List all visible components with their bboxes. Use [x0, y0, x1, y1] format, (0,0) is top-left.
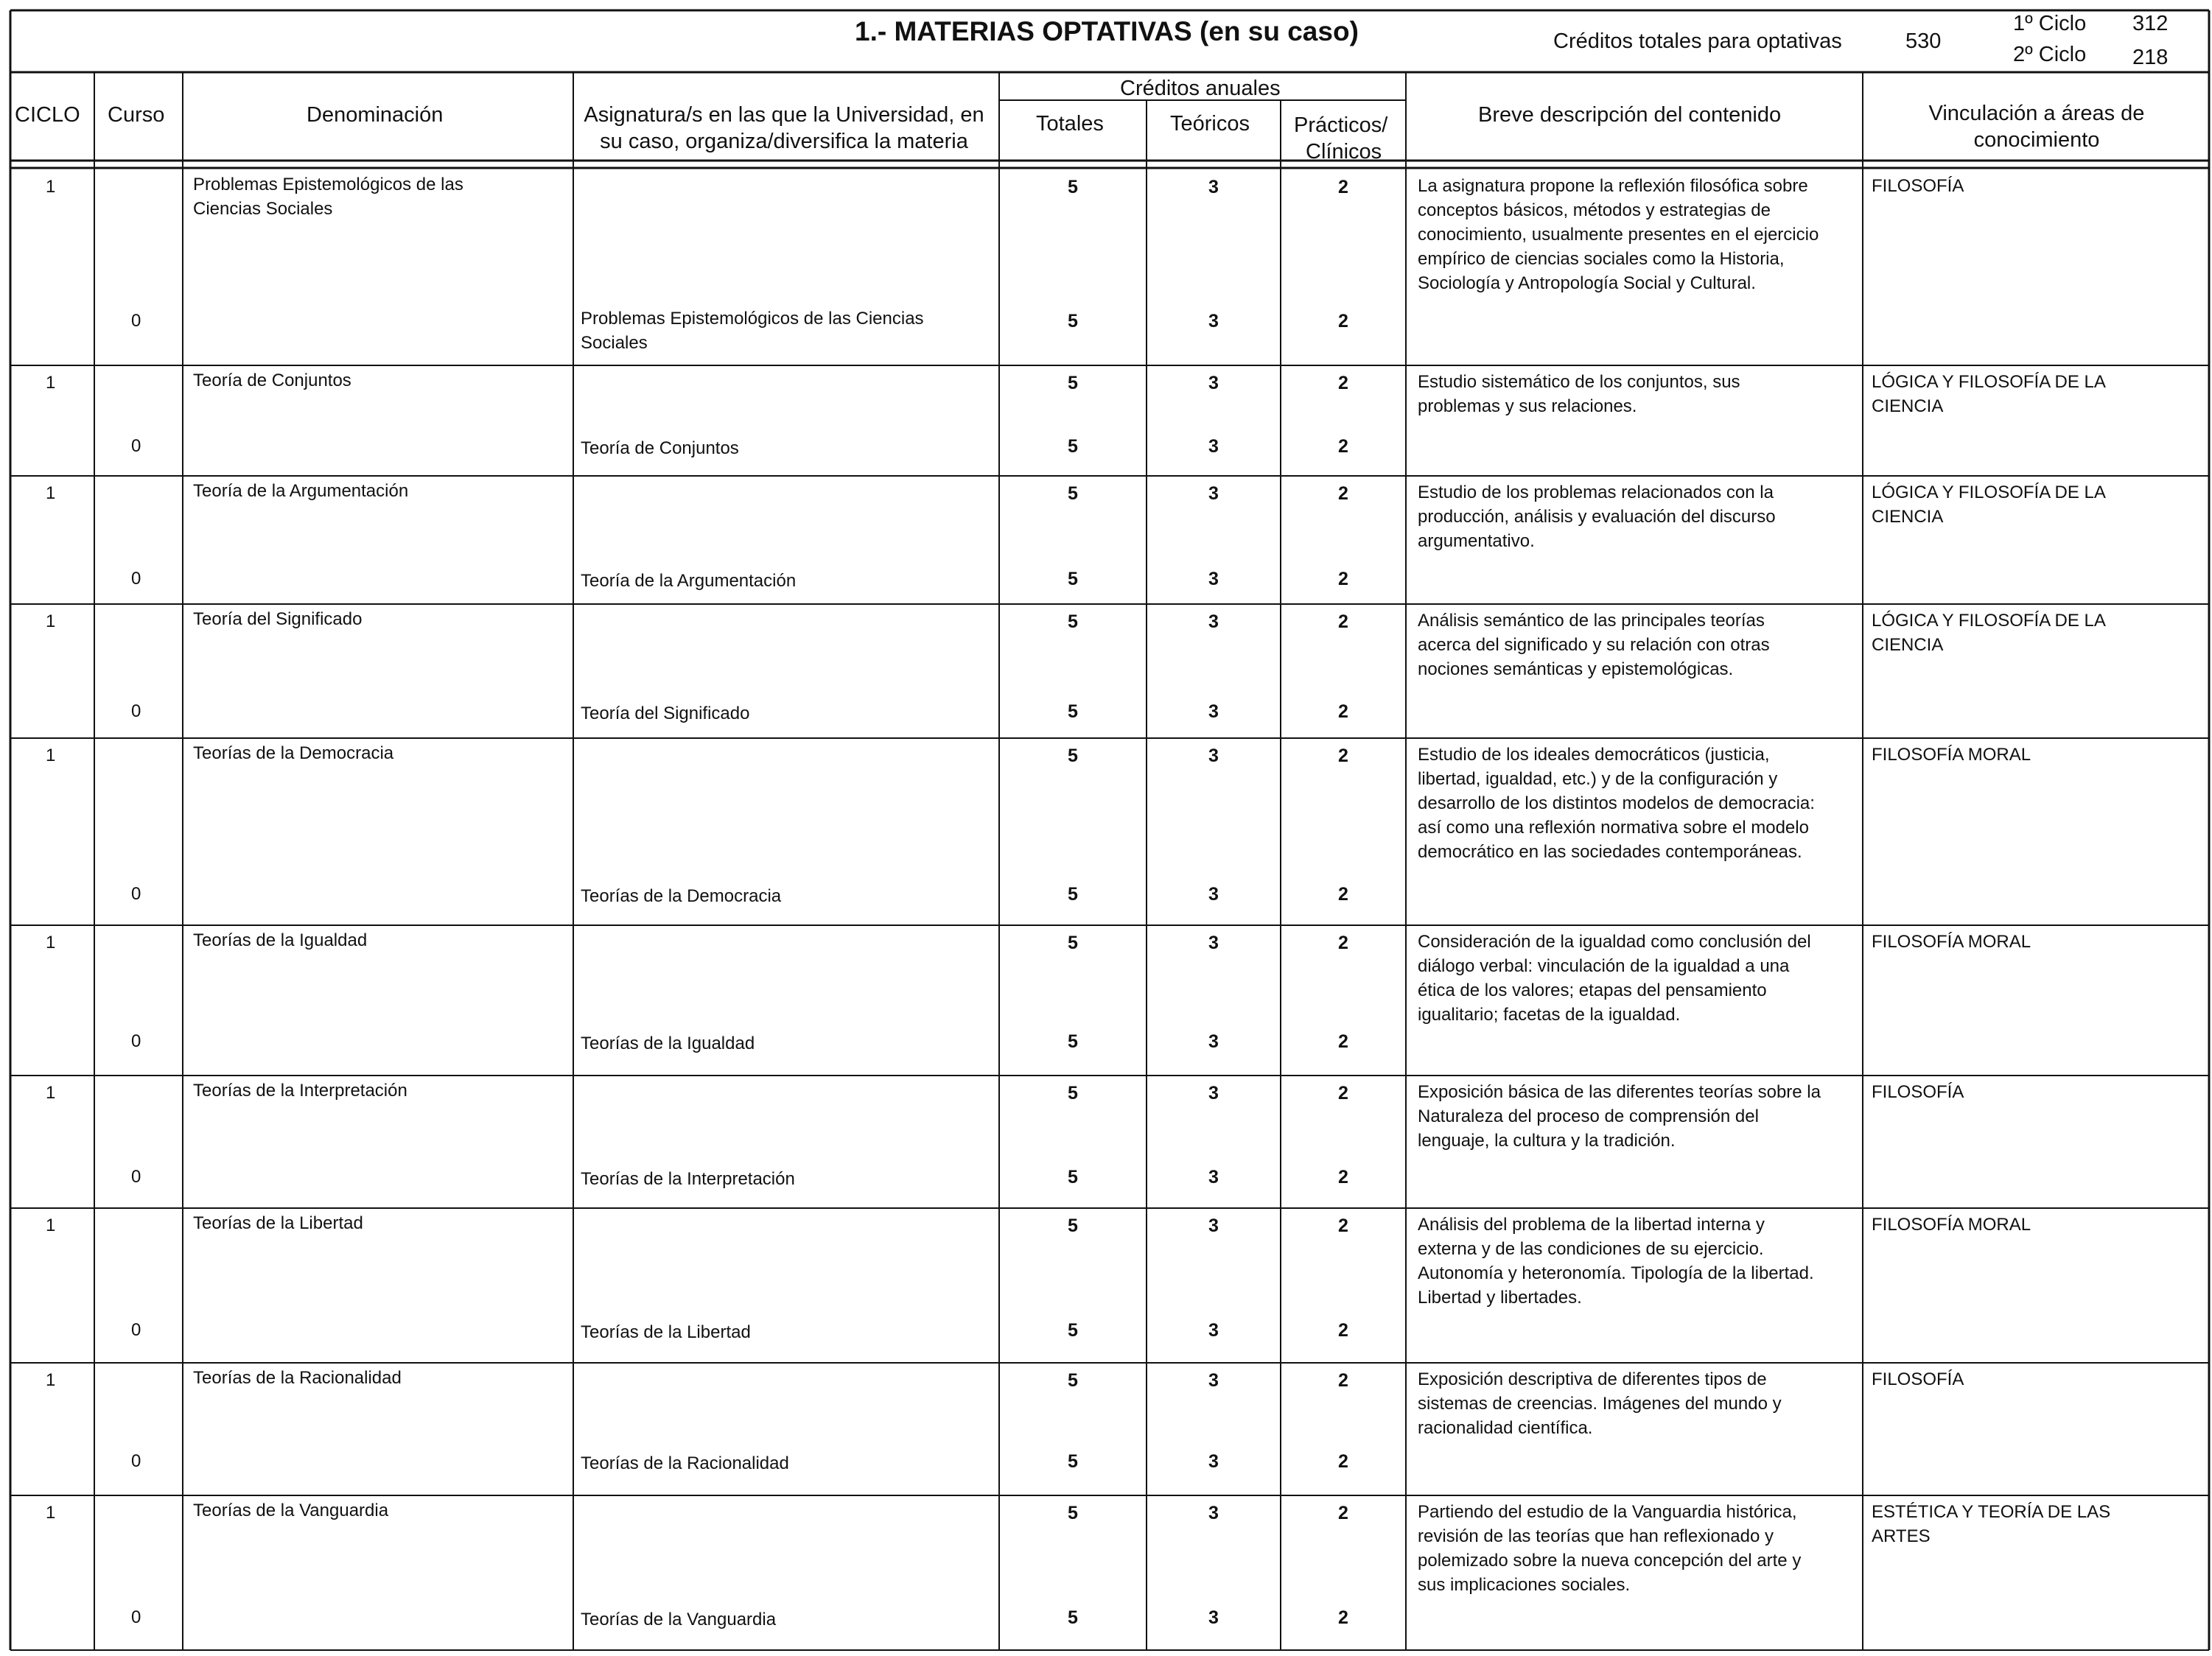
descripcion-line: Análisis del problema de la libertad interna y — [1418, 1215, 1765, 1235]
curso-value: 0 — [131, 1607, 141, 1627]
asignatura — [581, 1031, 755, 1056]
header-totales: Totales — [1036, 112, 1104, 136]
creditos-practicos: 2 — [1338, 177, 1348, 197]
descripcion — [1418, 608, 1770, 681]
sub-creditos-totales: 5 — [1068, 569, 1078, 589]
total-credits-label: Créditos totales para optativas — [1553, 29, 1842, 53]
header-curso: Curso — [108, 103, 165, 127]
header-asignatura-line2: su caso, organiza/diversifica la materia — [600, 130, 968, 153]
denominacion — [193, 1078, 407, 1103]
descripcion-line: Sociología y Antropología Social y Cultural. — [1418, 273, 1756, 293]
descripcion-line: ética de los valores; etapas del pensamiento — [1418, 980, 1767, 1000]
sub-creditos-practicos: 2 — [1338, 1320, 1348, 1341]
header-ciclo: CICLO — [15, 103, 80, 127]
sub-creditos-totales: 5 — [1068, 311, 1078, 331]
creditos-practicos: 2 — [1338, 933, 1348, 953]
ciclo-value: 1 — [46, 1083, 56, 1103]
vinculacion-area — [1872, 174, 1964, 198]
ciclo-value: 1 — [46, 373, 56, 393]
descripcion-line: Exposición descriptiva de diferentes tipos de — [1418, 1369, 1767, 1389]
sub-creditos-practicos: 2 — [1338, 1607, 1348, 1628]
descripcion — [1418, 1080, 1821, 1153]
vinculacion-area — [1872, 930, 2031, 954]
total-credits-value: 530 — [1905, 29, 1942, 53]
descripcion-line: Estudio sistemático de los conjuntos, sus — [1418, 372, 1740, 392]
header-practicos-line1: Prácticos/ — [1294, 113, 1388, 137]
sub-creditos-totales: 5 — [1068, 436, 1078, 457]
ciclo-value: 1 — [46, 1215, 56, 1235]
curso-value: 0 — [131, 884, 141, 904]
denominacion — [193, 928, 367, 952]
descripcion-line: democrático en las sociedades contemporáneas. — [1418, 842, 1802, 862]
descripcion — [1418, 480, 1776, 553]
creditos-totales: 5 — [1068, 483, 1078, 504]
sub-creditos-totales: 5 — [1068, 701, 1078, 722]
sub-creditos-teoricos: 3 — [1208, 1031, 1219, 1052]
descripcion-line: Análisis semántico de las principales teorías — [1418, 611, 1765, 631]
sub-creditos-totales: 5 — [1068, 1167, 1078, 1187]
descripcion-line: problemas y sus relaciones. — [1418, 396, 1637, 416]
descripcion-line: producción, análisis y evaluación del discurso — [1418, 507, 1776, 527]
sub-creditos-practicos: 2 — [1338, 884, 1348, 905]
sub-creditos-totales: 5 — [1068, 1607, 1078, 1628]
vinculacion-area-line: FILOSOFÍA — [1872, 1369, 1964, 1389]
creditos-practicos: 2 — [1338, 745, 1348, 766]
sub-creditos-totales: 5 — [1068, 1451, 1078, 1472]
ciclo-value: 1 — [46, 933, 56, 952]
curso-value: 0 — [131, 311, 141, 331]
asignatura-line: Teoría de la Argumentación — [581, 571, 797, 591]
asignatura — [581, 1607, 776, 1632]
header-vinculacion-line2: conocimiento — [1973, 128, 2100, 152]
denominacion — [193, 479, 408, 503]
descripcion — [1418, 174, 1819, 295]
creditos-practicos: 2 — [1338, 373, 1348, 393]
descripcion — [1418, 1367, 1782, 1440]
ciclo-value: 1 — [46, 483, 56, 503]
descripcion-line: conceptos básicos, métodos y estrategias de — [1418, 200, 1771, 220]
curso-value: 0 — [131, 1320, 141, 1340]
ciclo-value: 1 — [46, 745, 56, 765]
asignatura-line: Teorías de la Igualdad — [581, 1034, 755, 1053]
vinculacion-area-line: LÓGICA Y FILOSOFÍA DE LA — [1872, 483, 2106, 502]
vinculacion-area-line: CIENCIA — [1872, 635, 1944, 655]
asignatura — [581, 306, 924, 355]
denominacion-line: Teorías de la Igualdad — [193, 930, 368, 950]
descripcion-line: nociones semánticas y epistemológicas. — [1418, 659, 1734, 679]
curso-value: 0 — [131, 701, 141, 721]
vinculacion-area-line: LÓGICA Y FILOSOFÍA DE LA — [1872, 372, 2106, 392]
descripcion-line: sistemas de creencias. Imágenes del mundo y — [1418, 1394, 1782, 1414]
creditos-practicos: 2 — [1338, 1503, 1348, 1523]
sub-creditos-teoricos: 3 — [1208, 436, 1219, 457]
creditos-teoricos: 3 — [1208, 745, 1219, 766]
vinculacion-area — [1872, 1213, 2031, 1237]
asignatura — [581, 884, 781, 908]
descripcion-line: Libertad y libertades. — [1418, 1288, 1582, 1308]
sub-creditos-practicos: 2 — [1338, 436, 1348, 457]
descripcion-line: Consideración de la igualdad como conclusión del — [1418, 932, 1811, 952]
descripcion — [1418, 743, 1815, 864]
cycle1-label: 1º Ciclo — [2013, 12, 2087, 35]
creditos-teoricos: 3 — [1208, 1083, 1219, 1104]
creditos-practicos: 2 — [1338, 1215, 1348, 1236]
denominacion-line: Teorías de la Democracia — [193, 743, 394, 763]
header-descripcion: Breve descripción del contenido — [1478, 103, 1782, 127]
vinculacion-area — [1872, 608, 2106, 657]
vinculacion-area — [1872, 1367, 1964, 1392]
denominacion — [193, 1498, 388, 1523]
sub-creditos-teoricos: 3 — [1208, 701, 1219, 722]
sub-creditos-teoricos: 3 — [1208, 1451, 1219, 1472]
descripcion-line: La asignatura propone la reflexión filosófica sobre — [1418, 176, 1808, 196]
sub-creditos-practicos: 2 — [1338, 1031, 1348, 1052]
page-title: 1.- MATERIAS OPTATIVAS (en su caso) — [855, 16, 1359, 46]
asignatura-line: Sociales — [581, 333, 648, 353]
curso-value: 0 — [131, 436, 141, 456]
creditos-totales: 5 — [1068, 1503, 1078, 1523]
creditos-teoricos: 3 — [1208, 177, 1219, 197]
creditos-teoricos: 3 — [1208, 933, 1219, 953]
asignatura — [581, 569, 796, 593]
denominacion-line: Teorías de la Libertad — [193, 1213, 363, 1233]
vinculacion-area — [1872, 1080, 1964, 1104]
descripcion-line: sus implicaciones sociales. — [1418, 1575, 1631, 1595]
asignatura-line: Teorías de la Vanguardia — [581, 1610, 777, 1629]
descripcion-line: Exposición básica de las diferentes teorías sobre la — [1418, 1082, 1821, 1102]
creditos-teoricos: 3 — [1208, 1503, 1219, 1523]
curso-value: 0 — [131, 569, 141, 589]
sub-creditos-teoricos: 3 — [1208, 1167, 1219, 1187]
denominacion-line: Teorías de la Interpretación — [193, 1081, 407, 1101]
vinculacion-area-line: FILOSOFÍA MORAL — [1872, 745, 2031, 765]
descripcion-line: diálogo verbal: vinculación de la igualdad a una — [1418, 956, 1790, 976]
creditos-totales: 5 — [1068, 745, 1078, 766]
sub-creditos-practicos: 2 — [1338, 1451, 1348, 1472]
creditos-practicos: 2 — [1338, 483, 1348, 504]
denominacion-line: Teoría de Conjuntos — [193, 371, 351, 390]
sub-creditos-totales: 5 — [1068, 1031, 1078, 1052]
creditos-teoricos: 3 — [1208, 373, 1219, 393]
sub-creditos-practicos: 2 — [1338, 701, 1348, 722]
vinculacion-area — [1872, 743, 2031, 767]
asignatura-line: Teorías de la Libertad — [581, 1322, 751, 1342]
ciclo-value: 1 — [46, 177, 56, 197]
descripcion-line: Naturaleza del proceso de comprensión del — [1418, 1106, 1759, 1126]
denominacion — [193, 368, 351, 393]
descripcion-line: igualitario; facetas de la igualdad. — [1418, 1005, 1681, 1025]
header-asignatura-line1: Asignatura/s en las que la Universidad, en — [584, 103, 984, 127]
sub-creditos-practicos: 2 — [1338, 311, 1348, 331]
header-creditos-anuales: Créditos anuales — [1120, 77, 1281, 100]
vinculacion-area-line: FILOSOFÍA — [1872, 176, 1964, 196]
asignatura — [581, 1451, 789, 1476]
ciclo-value: 1 — [46, 1503, 56, 1523]
header-vinculacion-line1: Vinculación a áreas de — [1928, 102, 2145, 125]
asignatura — [581, 436, 739, 460]
asignatura-line: Teorías de la Racionalidad — [581, 1453, 789, 1473]
vinculacion-area-line: FILOSOFÍA MORAL — [1872, 1215, 2031, 1235]
creditos-totales: 5 — [1068, 373, 1078, 393]
descripcion-line: así como una reflexión normativa sobre el modelo — [1418, 818, 1809, 838]
vinculacion-area — [1872, 480, 2106, 529]
denominacion-line: Problemas Epistemológicos de las — [193, 175, 463, 194]
cycle1-value: 312 — [2132, 12, 2169, 35]
denominacion-line: Teorías de la Racionalidad — [193, 1368, 402, 1388]
denominacion-line: Teoría del Significado — [193, 609, 363, 629]
asignatura-line: Teorías de la Interpretación — [581, 1169, 795, 1189]
vinculacion-area — [1872, 370, 2106, 418]
asignatura-line: Teoría del Significado — [581, 704, 750, 723]
sub-creditos-teoricos: 3 — [1208, 311, 1219, 331]
creditos-teoricos: 3 — [1208, 611, 1219, 632]
creditos-totales: 5 — [1068, 933, 1078, 953]
sub-creditos-totales: 5 — [1068, 1320, 1078, 1341]
curso-value: 0 — [131, 1451, 141, 1471]
descripcion-line: desarrollo de los distintos modelos de democracia: — [1418, 793, 1815, 813]
asignatura-line: Teorías de la Democracia — [581, 886, 782, 906]
asignatura — [581, 1320, 751, 1344]
descripcion-line: Partiendo del estudio de la Vanguardia histórica, — [1418, 1502, 1797, 1522]
ciclo-value: 1 — [46, 611, 56, 631]
creditos-totales: 5 — [1068, 177, 1078, 197]
denominacion — [193, 172, 463, 221]
descripcion-line: Estudio de los ideales democráticos (justicia, — [1418, 745, 1770, 765]
vinculacion-area-line: ARTES — [1872, 1526, 1931, 1546]
creditos-totales: 5 — [1068, 1370, 1078, 1391]
descripcion-line: libertad, igualdad, etc.) y de la configuración y — [1418, 769, 1778, 789]
vinculacion-area-line: LÓGICA Y FILOSOFÍA DE LA — [1872, 611, 2106, 631]
vinculacion-area-line: FILOSOFÍA MORAL — [1872, 932, 2031, 952]
creditos-totales: 5 — [1068, 1083, 1078, 1104]
denominacion — [193, 1211, 363, 1235]
descripcion-line: argumentativo. — [1418, 531, 1535, 551]
asignatura — [581, 1167, 795, 1191]
descripcion-line: conocimiento, usualmente presentes en el ejercicio — [1418, 225, 1819, 245]
descripcion-line: lenguaje, la cultura y la tradición. — [1418, 1131, 1676, 1151]
denominacion — [193, 1366, 402, 1390]
sub-creditos-practicos: 2 — [1338, 1167, 1348, 1187]
ciclo-value: 1 — [46, 1370, 56, 1390]
header-denominacion: Denominación — [307, 103, 444, 127]
descripcion — [1418, 370, 1740, 418]
asignatura-line: Problemas Epistemológicos de las Ciencias — [581, 309, 924, 329]
creditos-totales: 5 — [1068, 611, 1078, 632]
creditos-teoricos: 3 — [1208, 1215, 1219, 1236]
sub-creditos-teoricos: 3 — [1208, 1607, 1219, 1628]
creditos-practicos: 2 — [1338, 611, 1348, 632]
denominacion-line: Teoría de la Argumentación — [193, 481, 409, 501]
sub-creditos-totales: 5 — [1068, 884, 1078, 905]
denominacion — [193, 741, 393, 765]
asignatura-line: Teoría de Conjuntos — [581, 438, 739, 458]
descripcion-line: acerca del significado y su relación con otras — [1418, 635, 1770, 655]
denominacion-line: Ciencias Sociales — [193, 199, 333, 219]
sub-creditos-practicos: 2 — [1338, 569, 1348, 589]
descripcion-line: Estudio de los problemas relacionados con la — [1418, 483, 1774, 502]
creditos-practicos: 2 — [1338, 1083, 1348, 1104]
header-practicos-line2: Clínicos — [1306, 140, 1382, 164]
descripcion — [1418, 930, 1811, 1027]
vinculacion-area-line: CIENCIA — [1872, 507, 1944, 527]
vinculacion-area-line: FILOSOFÍA — [1872, 1082, 1964, 1102]
denominacion — [193, 607, 362, 631]
vinculacion-area — [1872, 1500, 2110, 1548]
asignatura — [581, 701, 749, 726]
sub-creditos-teoricos: 3 — [1208, 569, 1219, 589]
creditos-teoricos: 3 — [1208, 483, 1219, 504]
creditos-practicos: 2 — [1338, 1370, 1348, 1391]
descripcion-line: racionalidad científica. — [1418, 1418, 1593, 1438]
vinculacion-area-line: CIENCIA — [1872, 396, 1944, 416]
creditos-totales: 5 — [1068, 1215, 1078, 1236]
denominacion-line: Teorías de la Vanguardia — [193, 1501, 389, 1520]
cycle2-value: 218 — [2132, 46, 2169, 69]
header-teoricos: Teóricos — [1170, 112, 1250, 136]
sub-creditos-teoricos: 3 — [1208, 1320, 1219, 1341]
curso-value: 0 — [131, 1167, 141, 1187]
descripcion-line: externa y de las condiciones de su ejercicio. — [1418, 1239, 1764, 1259]
descripcion — [1418, 1500, 1801, 1597]
descripcion-line: polemizado sobre la nueva concepción del arte y — [1418, 1551, 1802, 1571]
sub-creditos-teoricos: 3 — [1208, 884, 1219, 905]
descripcion-line: empírico de ciencias sociales como la Historia, — [1418, 249, 1785, 269]
descripcion-line: revisión de las teorías que han reflexionado y — [1418, 1526, 1774, 1546]
curso-value: 0 — [131, 1031, 141, 1051]
descripcion-line: Autonomía y heteronomía. Tipología de la libertad. — [1418, 1263, 1814, 1283]
descripcion — [1418, 1213, 1814, 1310]
cycle2-label: 2º Ciclo — [2013, 43, 2087, 66]
vinculacion-area-line: ESTÉTICA Y TEORÍA DE LAS — [1872, 1502, 2111, 1522]
creditos-teoricos: 3 — [1208, 1370, 1219, 1391]
